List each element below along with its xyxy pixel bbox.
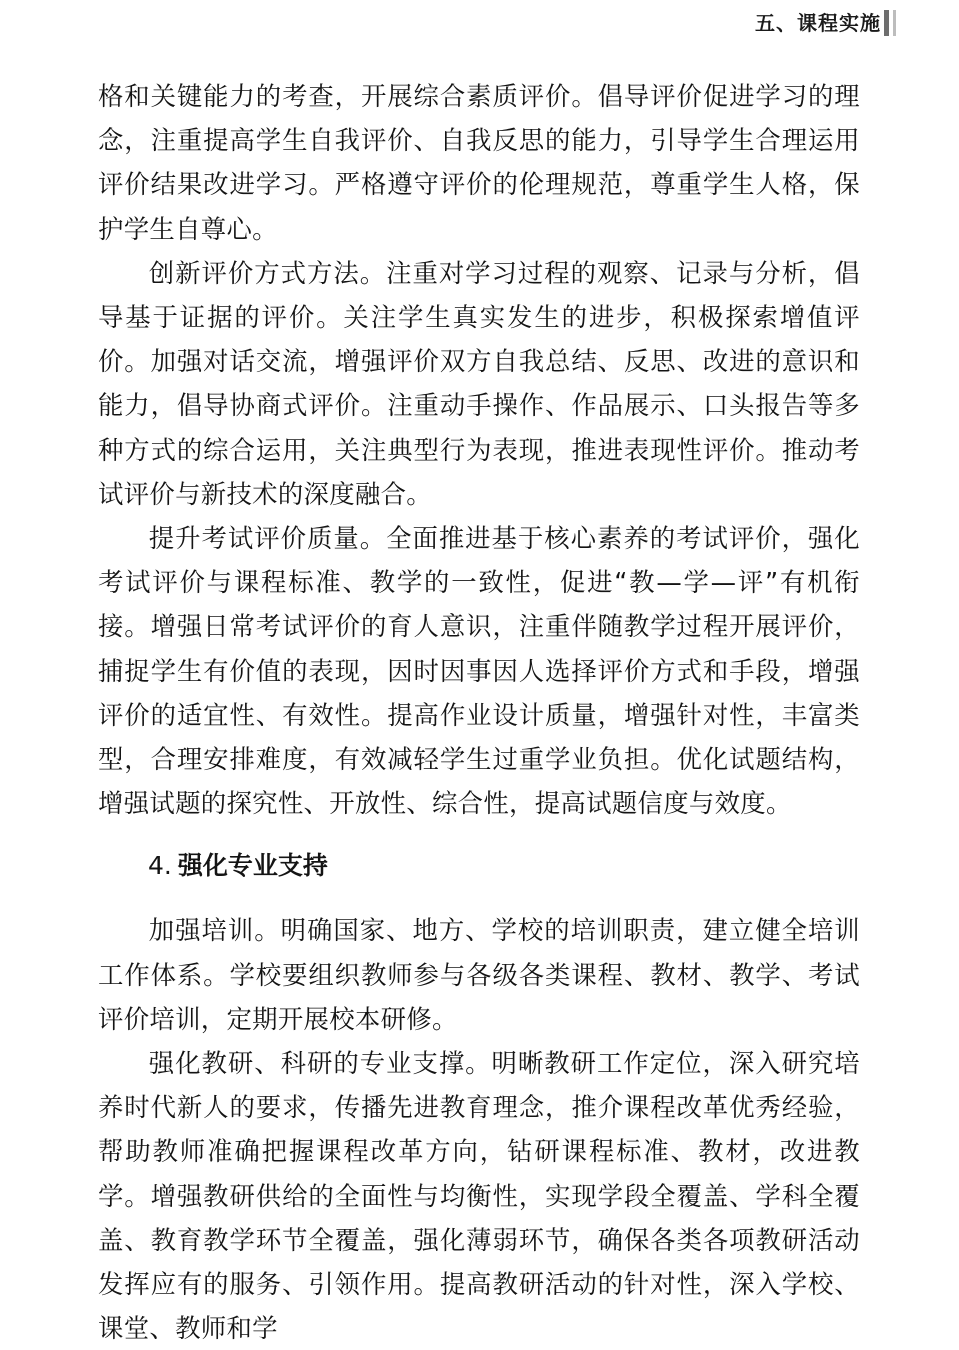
header-tab-marker bbox=[884, 10, 889, 36]
paragraph-exam-quality: 提升考试评价质量。全面推进基于核心素养的考试评价，强化考试评价与课程标准、教学的一致性，促进“教—学—评”有机衔接。增强日常考试评价的育人意识，注重伴随教学过程开展评价，捕捉学生有价值的表现，因时因事因人选择评价方式和手段，增强评价的适宜性、有效性。提高作业设计质量，增强针对性，丰富类型，合理安排难度，有效减轻学生过重学业负担。优化试题结构，增强试题的探究性、开放性、综合性，提高试题信度与效度。 bbox=[98, 523, 860, 819]
paragraph-research-support: 强化教研、科研的专业支撑。明晰教研工作定位，深入研究培养时代新人的要求，传播先进教育理念，推介课程改革优秀经验，帮助教师准确把握课程改革方向，钻研课程标准、教材，改进教学。增强教研供给的全面性与均衡性，实现学段全覆盖、学科全覆盖、教育教学环节全覆盖，强化薄弱环节，确保各类各项教研活动发挥应有的服务、引领作用。提高教研活动的针对性，深入学校、课堂、教师和学 bbox=[98, 1048, 860, 1344]
running-head: 五、课程实施 bbox=[755, 11, 881, 35]
paragraph-continued: 格和关键能力的考查，开展综合素质评价。倡导评价促进学习的理念，注重提高学生自我评价、自我反思的能力，引导学生合理运用评价结果改进学习。严格遵守评价的伦理规范，尊重学生人格，保护学生自尊心。 bbox=[98, 81, 860, 244]
section-number: 4. bbox=[148, 851, 172, 881]
paragraph-innovate-evaluation: 创新评价方式方法。注重对学习过程的观察、记录与分析，倡导基于证据的评价。关注学生真实发生的进步，积极探索增值评价。加强对话交流，增强评价双方自我总结、反思、改进的意识和能力，倡导协商式评价。注重动手操作、作品展示、口头报告等多种方式的综合运用，关注典型行为表现，推进表现性评价。推动考试评价与新技术的深度融合。 bbox=[98, 257, 860, 509]
header-tab-marker-light bbox=[893, 10, 896, 36]
section-title: 强化专业支持 bbox=[177, 851, 328, 881]
paragraph-training: 加强培训。明确国家、地方、学校的培训职责，建立健全培训工作体系。学校要组织教师参与各级各类课程、教材、教学、考试评价培训，定期开展校本研修。 bbox=[98, 915, 860, 1034]
section-heading bbox=[98, 844, 860, 888]
body-text bbox=[98, 74, 860, 1350]
